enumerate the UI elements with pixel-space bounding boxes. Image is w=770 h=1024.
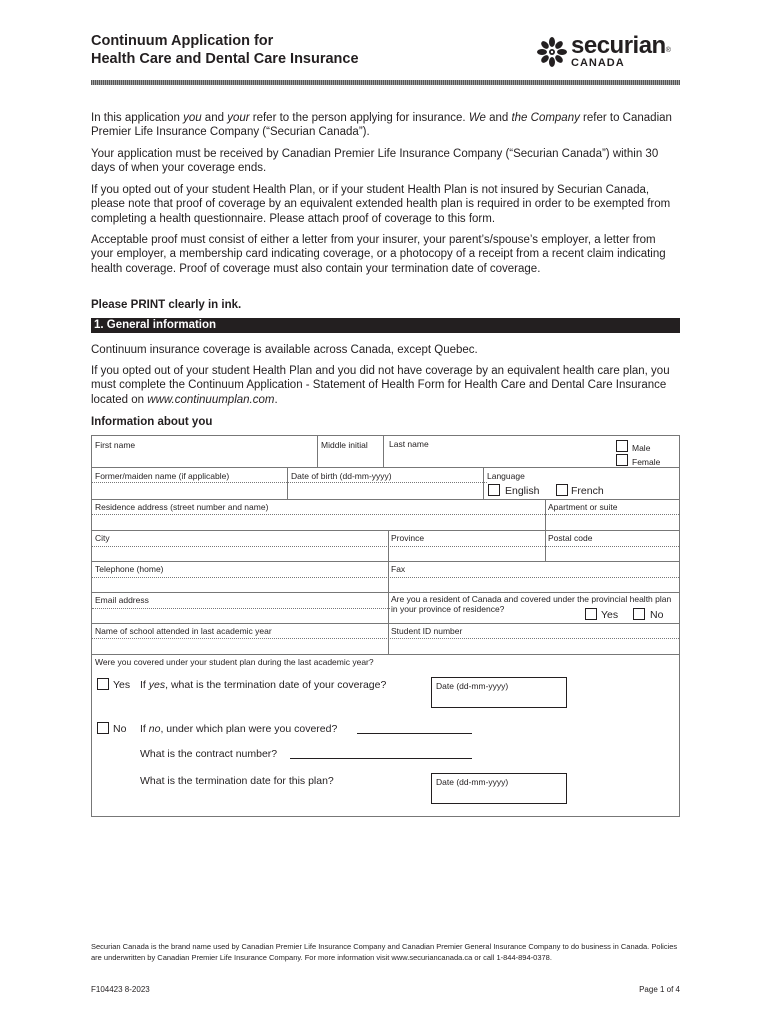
female-checkbox[interactable] bbox=[616, 454, 628, 466]
resident-yes-checkbox[interactable] bbox=[585, 608, 597, 620]
language-label: Language bbox=[487, 471, 525, 481]
student-id-label: Student ID number bbox=[391, 626, 463, 636]
former-name-label: Former/maiden name (if applicable) bbox=[95, 471, 230, 481]
if-yes-question bbox=[140, 679, 386, 691]
resident-no-checkbox[interactable] bbox=[633, 608, 645, 620]
col-divider bbox=[383, 436, 384, 467]
province-label: Province bbox=[391, 533, 425, 543]
school-label: Name of school attended in last academic year bbox=[95, 626, 272, 636]
intro-paragraph-4: Acceptable proof must consist of either a letter from your insurer, your parent’s/spouse’s employer, a letter from your employer, a membership card indicating coverage, or a photocopy of a receipt from a recent claim indicating health coverage. Proof of coverage must also contain your termination date of coverage. bbox=[91, 234, 666, 275]
row-divider bbox=[92, 623, 679, 624]
middle-initial-label: Middle initial bbox=[321, 440, 368, 450]
row-divider bbox=[92, 561, 679, 562]
securian-logo bbox=[536, 32, 682, 73]
coverage-termination-date-box[interactable] bbox=[431, 677, 567, 708]
french-checkbox[interactable] bbox=[556, 484, 568, 496]
contract-number-line[interactable] bbox=[290, 758, 472, 759]
resident-no-label: No bbox=[650, 609, 664, 621]
p1-text-d: and bbox=[485, 112, 512, 124]
row-divider bbox=[92, 654, 679, 655]
email-label: Email address bbox=[95, 595, 149, 605]
intro-paragraph-1 bbox=[91, 111, 680, 140]
title-line-1: Continuum Application for bbox=[91, 33, 274, 49]
p1-company: the Company bbox=[511, 112, 580, 124]
section-1-paragraph-1: Continuum insurance coverage is available across Canada, except Quebec. bbox=[91, 344, 478, 356]
header-rule bbox=[91, 80, 680, 85]
residence-label: Residence address (street number and name) bbox=[95, 502, 269, 512]
p1-text-c: refer to the person applying for insurance. bbox=[249, 112, 469, 124]
row-divider bbox=[92, 592, 679, 593]
fill-line bbox=[92, 577, 679, 578]
fill-line bbox=[92, 514, 679, 515]
col-divider bbox=[545, 530, 546, 561]
continuum-url[interactable]: www.continuumplan.com bbox=[147, 393, 275, 406]
p2-text-b: . bbox=[274, 393, 278, 406]
intro-paragraph-3: If you opted out of your student Health Plan, or if your student Health Plan is not insured by Securian Canada, please note that proof of coverage by an equivalent extended health plan is required in order to be exempted from completing a health questionnaire. Please attach proof of coverage to this form. bbox=[91, 184, 671, 225]
plan-termination-date-box[interactable] bbox=[431, 773, 567, 804]
section-1-paragraph-2 bbox=[91, 364, 680, 407]
male-label: Male bbox=[632, 443, 651, 453]
fill-line bbox=[92, 608, 390, 609]
fax-label: Fax bbox=[391, 564, 406, 574]
logo-registered: ® bbox=[665, 47, 671, 54]
if-no-text-a: If bbox=[140, 723, 149, 735]
title-line-2: Health Care and Dental Care Insurance bbox=[91, 50, 359, 67]
covered-question: Were you covered under your student plan during the last academic year? bbox=[95, 657, 374, 667]
col-divider bbox=[388, 530, 389, 561]
covered-yes-checkbox[interactable] bbox=[97, 678, 109, 690]
logo-wordmark bbox=[571, 32, 670, 60]
english-checkbox[interactable] bbox=[488, 484, 500, 496]
section-1-header: 1. General information bbox=[91, 318, 680, 333]
applicant-info-form bbox=[91, 435, 680, 817]
fill-line bbox=[92, 638, 679, 639]
col-divider bbox=[287, 467, 288, 499]
contract-number-question: What is the contract number? bbox=[140, 748, 278, 760]
p1-we: We bbox=[468, 112, 486, 124]
p1-text-e: refer to Canadian Premier Life Insurance Company (“Securian Canada”). bbox=[91, 112, 672, 139]
telephone-label: Telephone (home) bbox=[95, 564, 164, 574]
logo-word: securian bbox=[571, 32, 666, 59]
male-checkbox[interactable] bbox=[616, 440, 628, 452]
p2-text-a: If you opted out of your student Health Plan and you did not have coverage by an equivalent health care plan, you must complete the Continuum Application - Statement of Health Form for Health Care and Dental Care Insurance located on bbox=[91, 365, 670, 406]
first-name-label: First name bbox=[95, 440, 136, 450]
resident-yes-label: Yes bbox=[601, 609, 619, 621]
securian-flower-icon bbox=[536, 37, 568, 67]
row-divider bbox=[92, 530, 679, 531]
fill-line bbox=[92, 482, 487, 483]
dob-label: Date of birth (dd-mm-yyyy) bbox=[291, 471, 392, 481]
logo-subtitle: CANADA bbox=[571, 57, 625, 69]
french-label: French bbox=[571, 485, 604, 497]
if-no-em: no bbox=[148, 723, 161, 735]
form-code: F104423 8-2023 bbox=[91, 985, 150, 994]
p1-text-b: and bbox=[201, 112, 228, 124]
col-divider bbox=[388, 592, 389, 654]
female-label: Female bbox=[632, 457, 661, 467]
information-subheading: Information about you bbox=[91, 416, 213, 428]
resident-question: Are you a resident of Canada and covered under the provincial health plan in your province of residence? bbox=[391, 594, 672, 614]
covered-no-checkbox[interactable] bbox=[97, 722, 109, 734]
fill-line bbox=[92, 546, 679, 547]
postal-code-label: Postal code bbox=[548, 533, 593, 543]
last-name-label: Last name bbox=[389, 439, 429, 449]
if-yes-text-b: , what is the termination date of your coverage? bbox=[165, 679, 387, 691]
col-divider bbox=[388, 561, 389, 592]
apartment-label: Apartment or suite bbox=[548, 502, 618, 512]
p1-your: your bbox=[227, 112, 250, 124]
col-divider bbox=[483, 467, 484, 499]
footer-disclaimer: Securian Canada is the brand name used by Canadian Premier Life Insurance Company and Canadian Premier General Insurance Company to do business in Canada. Policies are underwritten by Canadian Premier Life Insurance Company. For more information visit www.securiancanada.ca or call 1-844-894-0378. bbox=[91, 942, 678, 962]
page-number: Page 1 of 4 bbox=[639, 985, 680, 994]
if-no-question bbox=[140, 723, 337, 735]
covered-yes-label: Yes bbox=[113, 679, 131, 691]
date-format-label: Date (dd-mm-yyyy) bbox=[436, 681, 509, 691]
covered-no-label: No bbox=[113, 723, 127, 735]
intro-paragraph-2: Your application must be received by Canadian Premier Life Insurance Company (“Securian Canada”) within 30 days of when your coverage ends. bbox=[91, 148, 659, 175]
print-note: Please PRINT clearly in ink. bbox=[91, 299, 242, 311]
if-yes-em: yes bbox=[148, 679, 166, 691]
col-divider bbox=[317, 436, 318, 467]
row-divider bbox=[92, 467, 679, 468]
row-divider bbox=[92, 499, 679, 500]
document-title bbox=[91, 33, 359, 68]
p1-you: you bbox=[183, 112, 202, 124]
if-yes-text-a: If bbox=[140, 679, 149, 691]
city-label: City bbox=[95, 533, 110, 543]
if-no-text-b: , under which plan were you covered? bbox=[160, 723, 338, 735]
plan-termination-question: What is the termination date for this plan? bbox=[140, 775, 334, 787]
plan-name-line[interactable] bbox=[357, 733, 472, 734]
p1-text-a: In this application bbox=[91, 112, 184, 124]
date-format-label-2: Date (dd-mm-yyyy) bbox=[436, 777, 509, 787]
english-label: English bbox=[505, 485, 540, 497]
col-divider bbox=[545, 499, 546, 530]
